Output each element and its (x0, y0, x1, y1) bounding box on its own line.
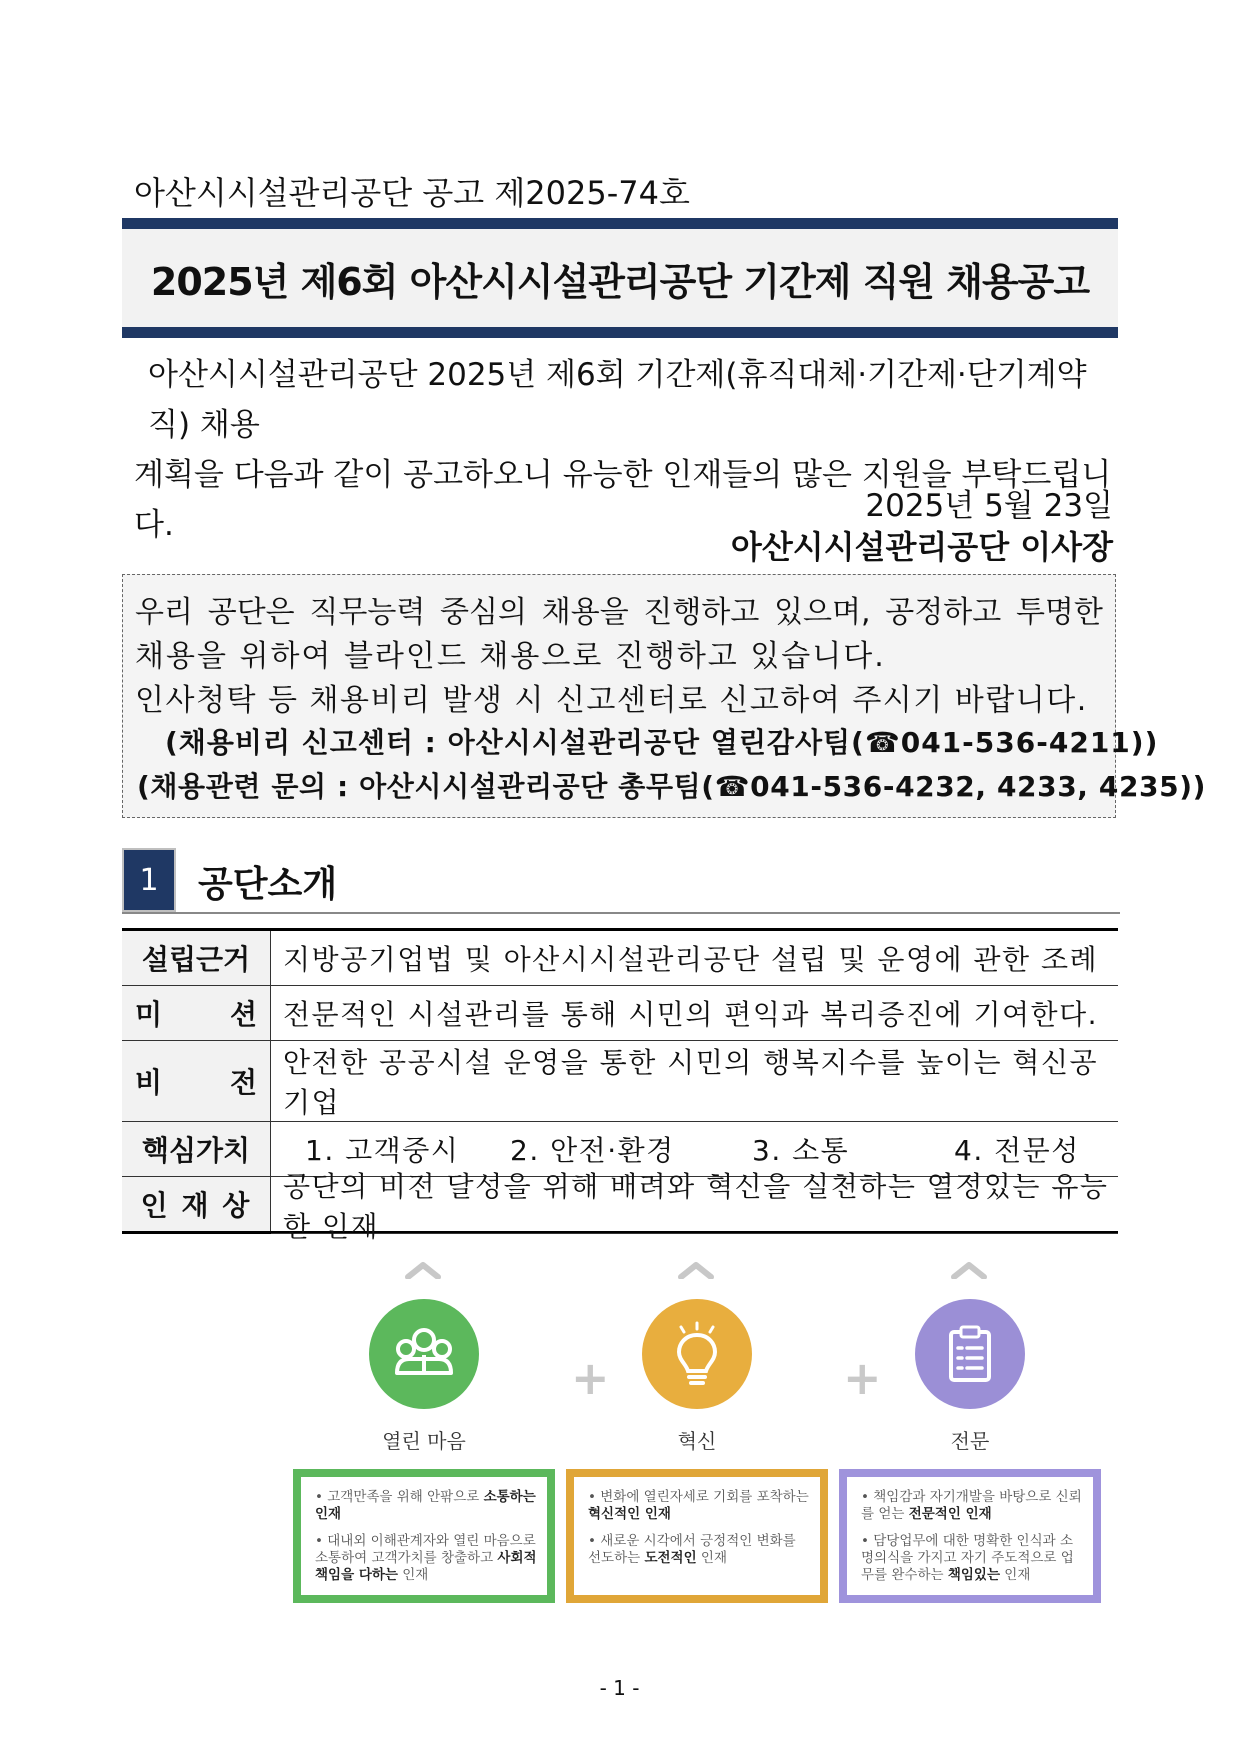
section-number: 1 (122, 848, 176, 912)
notice-word: 투명한 (1015, 595, 1103, 630)
talent-card: • 책임감과 자기개발을 바탕으로 신뢰를 얻는 전문적인 인재 • 담당업무에 대한 명확한 인식과 소명의식을 가지고 자기 주도적으로 업무를 완수하는 책임있는 인재 (839, 1469, 1101, 1603)
core-value-item: 4. 전문성 (954, 1134, 1080, 1167)
talent-column-label: 전문 (950, 1429, 990, 1453)
plus-icon: + (571, 1351, 610, 1405)
notice-line-1 (135, 587, 1103, 631)
table-row (122, 1177, 1118, 1233)
issuer: 아산시시설관리공단 이사장 (730, 528, 1113, 566)
document-title: 2025년 제6회 아산시시설관리공단 기간제 직원 채용공고 (150, 259, 1090, 304)
notice-number: 아산시시설관리공단 공고 제2025-74호 (134, 174, 690, 212)
intro-line-2: 계획을 다음과 같이 공고하오니 유능한 인재들의 많은 지원을 부탁드립니다. (134, 457, 1112, 543)
notice-word: 진행하고 (643, 595, 760, 630)
basis-label: 설립근거 (122, 930, 271, 986)
chevron-up-icon (678, 1261, 714, 1279)
clipboard-icon (915, 1299, 1025, 1409)
notice-word: 우리 (135, 595, 193, 630)
notice-date: 2025년 5월 23일 (865, 488, 1113, 524)
section-rule (122, 912, 1120, 914)
talent-card: • 변화에 열린자세로 기회를 포착하는 혁신적인 인재 • 새로운 시각에서 긍정적인 변화를 선도하는 도전적인 인재 (566, 1469, 828, 1603)
talent-column-expertise (839, 1233, 1101, 1617)
notice-line-2: 채용을 위하여 블라인드 채용으로 진행하고 있습니다. (135, 639, 886, 674)
notice-word: 있으며, (774, 595, 871, 630)
talent-label: 인 재 상 (122, 1177, 271, 1233)
talent-card: • 고객만족을 위해 안팎으로 소통하는 인재 • 대내외 이해관계자와 열린 마음으로 소통하여 고객가치를 창출하고 사회적책임을 다하는 인재 (293, 1469, 555, 1603)
mission-value: 전문적인 시설관리를 통해 시민의 편익과 복리증진에 기여한다. (271, 986, 1119, 1041)
core-value-item: 1. 고객중시 (305, 1134, 460, 1167)
page-number: - 1 - (599, 1676, 640, 1700)
talent-column-label: 혁신 (677, 1429, 717, 1453)
lightbulb-icon (642, 1299, 752, 1409)
report-center-contact: (채용비리 신고센터 : 아산시시설관리공단 열린감사팀(☎041-536-4211)) (165, 726, 1159, 759)
notice-line-3: 인사청탁 등 채용비리 발생 시 신고센터로 신고하여 주시기 바랍니다. (135, 683, 1088, 718)
vision-value: 안전한 공공시설 운영을 통한 시민의 행복지수를 높이는 혁신공기업 (271, 1041, 1119, 1122)
talent-column-open-mind (293, 1233, 555, 1617)
core-value-item: 3. 소통 (752, 1134, 850, 1167)
blind-hiring-notice (122, 574, 1207, 818)
notice-word: 채용을 (541, 595, 629, 630)
title-rule-bottom (122, 327, 1118, 338)
people-icon (369, 1299, 479, 1409)
notice-word: 공단은 (207, 595, 295, 630)
talent-column-innovation (566, 1233, 828, 1617)
notice-word: 공정하고 (885, 595, 1002, 630)
chevron-up-icon (951, 1261, 987, 1279)
section-1-header (122, 848, 1120, 914)
title-rule-top (122, 218, 1118, 229)
talent-column-label: 열린 마음 (382, 1429, 466, 1453)
talent-summary: 공단의 비전 달성을 위해 배려와 혁신을 실천하는 열정있는 유능한 인재 (271, 1177, 1118, 1234)
table-row (122, 986, 1118, 1041)
chevron-up-icon (405, 1261, 441, 1279)
vision-label: 비 전 (122, 1041, 271, 1122)
core-values-label: 핵심가치 (122, 1122, 271, 1177)
table-row (122, 1041, 1118, 1122)
organization-intro-table (122, 928, 1118, 1583)
intro-line-1: 아산시시설관리공단 2025년 제6회 기간제(휴직대체·기간제·단기계약직) 채용 (148, 357, 1087, 443)
inquiry-contact: (채용관련 문의 : 아산시시설관리공단 총무팀(☎041-536-4232, 4233, 4235)) (137, 770, 1207, 803)
notice-word: 직무능력 (309, 595, 426, 630)
section-title: 공단소개 (198, 864, 338, 905)
talent-cell (271, 1170, 1119, 1583)
mission-label: 미 션 (122, 986, 271, 1041)
table-row (122, 930, 1118, 986)
title-box (122, 229, 1118, 327)
basis-value: 지방공기업법 및 아산시시설관리공단 설립 및 운영에 관한 조례 (271, 930, 1119, 986)
plus-icon: + (843, 1351, 882, 1405)
notice-word: 중심의 (440, 595, 527, 630)
core-value-item: 2. 안전·환경 (510, 1134, 675, 1167)
